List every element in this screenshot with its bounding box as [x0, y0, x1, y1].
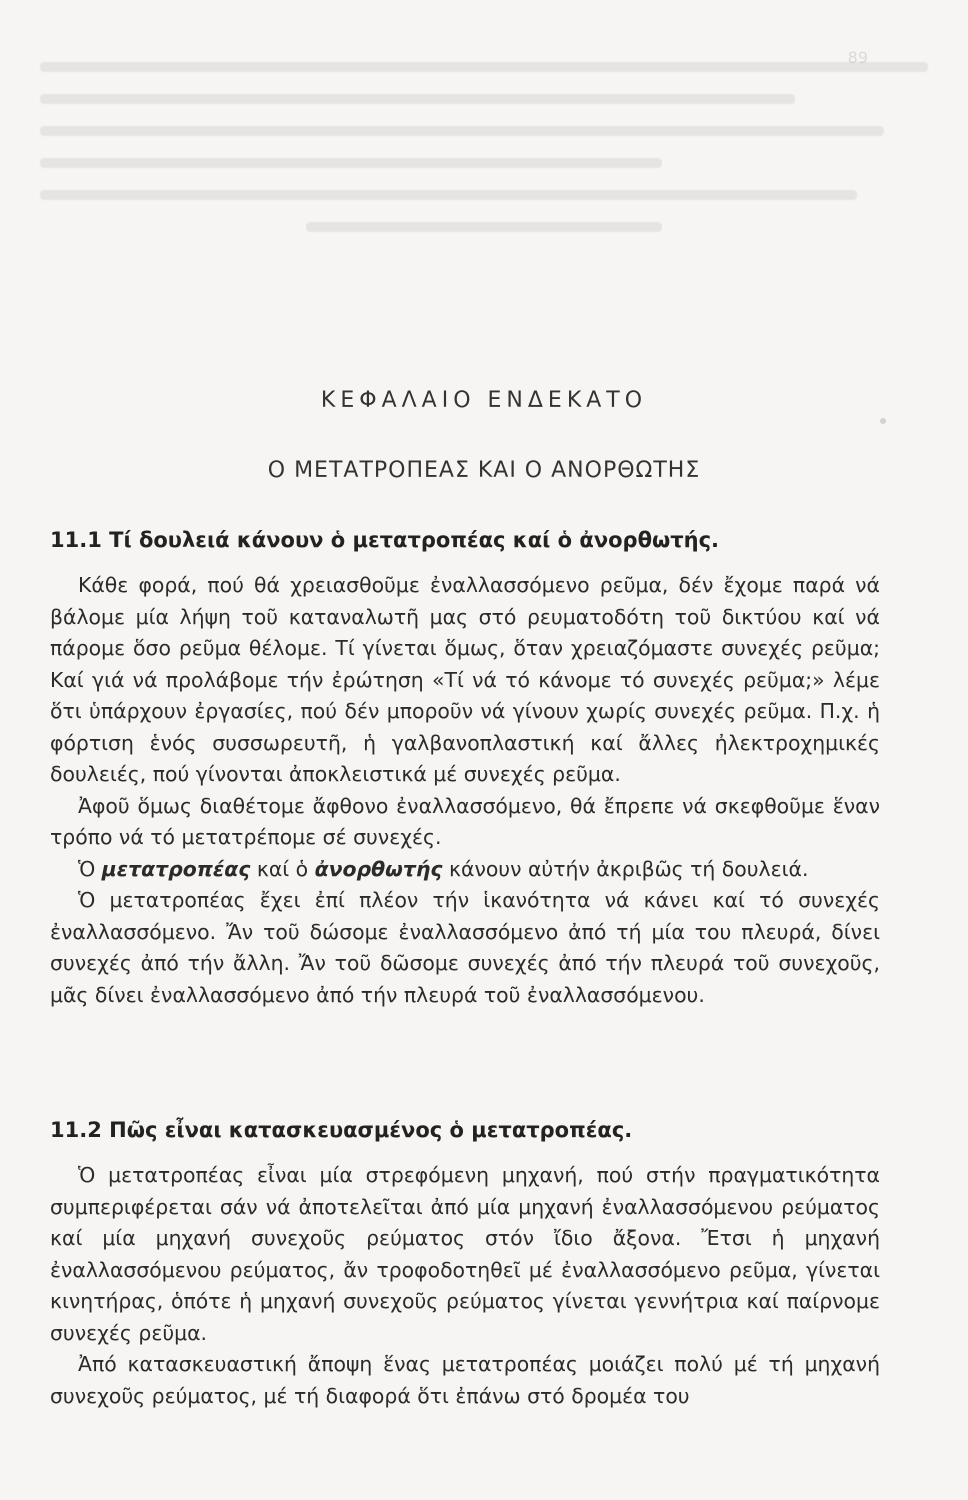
- paragraph: Ὁ μετατροπέας εἶναι μία στρεφόμενη μηχανή, πού στήν πραγματικότητα συμπεριφέρεται σάν νά ἀποτελεῖται ἀπό μία μηχανή ἐναλλασσόμενου ρεύματος καί μία μηχανή συνεχοῦς ρεύματος στόν ἴδιο ἄξονα. Ἔτσι ἡ μηχανή ἐναλλασσόμενου ρεύματος, ἄν τροφοδοτηθεῖ μέ ἐναλλασσόμενο ρεῦμα, γίνεται κινητήρας, ὁπότε ἡ μηχανή συνεχοῦς ρεύματος γίνεται γεννήτρια καί παίρνομε συνεχές ρεῦμα.: [50, 1163, 880, 1345]
- section-11-1: [50, 528, 880, 1011]
- text-fragment: κάνουν αὐτήν ἀκριβῶς τή δουλειά.: [442, 856, 809, 881]
- paragraph-with-terms: [50, 854, 880, 886]
- paragraph: Ὁ μετατροπέας ἔχει ἐπί πλέον τήν ἱκανότητα νά κάνει καί τό συνεχές ἐναλλασσόμενο. Ἄν τοῦ δώσομε ἐναλλασσόμενο ἀπό τή μία του πλευρά, δίνει συνεχές ἀπό τήν ἄλλη. Ἄν τοῦ δῶσομε συνεχές ἀπό τήν πλευρά τοῦ συνεχοῦς, μᾶς δίνει ἐναλλασσόμενο ἀπό τήν πλευρά τοῦ ἐναλλασσόμενου.: [50, 888, 880, 1007]
- text-fragment: Ὁ: [78, 856, 102, 881]
- section-heading: 11.1 Τί δουλειά κάνουν ὁ μετατροπέας καί ὁ ἀνορθωτής.: [50, 528, 720, 552]
- ink-speck: [880, 418, 886, 424]
- term-converter: μετατροπέας: [101, 856, 251, 881]
- paragraph: Κάθε φορά, πού θά χρειασθοῦμε ἐναλλασσόμενο ρεῦμα, δέν ἔχομε παρά νά βάλομε μία λήψη τοῦ καταναλωτῆ μας στό ρευματοδότη τοῦ δικτύου καί νά πάρομε ὅσο ρεῦμα θέλομε. Τί γίνεται ὅμως, ὅταν χρειαζόμαστε συνεχές ρεῦμα; Καί γιά νά προλάβομε τήν ἐρώτηση «Τί νά τό κάνομε τό συνεχές ρεῦμα;» λέμε ὅτι ὑπάρχουν ἐργασίες, πού δέν μποροῦν νά γίνουν χωρίς συνεχές ρεῦμα. Π.χ. ἡ φόρτιση ἑνός συσσωρευτῆ, ἡ γαλβανοπλαστική καί ἄλλες ἠλεκτροχημικές δουλειές, πού γίνονται ἀποκλειστικά μέ συνεχές ρεῦμα.: [50, 573, 880, 786]
- section-heading: 11.2 Πῶς εἶναι κατασκευασμένος ὁ μετατροπέας.: [50, 1118, 633, 1142]
- section-11-2: [50, 1118, 880, 1412]
- chapter-title: Ο ΜΕΤΑΤΡΟΠΕΑΣ ΚΑΙ Ο ΑΝΟΡΘΩΤΗΣ: [267, 458, 701, 483]
- page-number: 89: [847, 48, 868, 67]
- term-rectifier: ἀνορθωτής: [314, 856, 443, 881]
- paragraph: Ἀπό κατασκευαστική ἄποψη ἕνας μετατροπέας μοιάζει πολύ μέ τή μηχανή συνεχοῦς ρεύματος, μέ τή διαφορά ὅτι ἐπάνω στό δρομέα του: [50, 1352, 880, 1408]
- chapter-label: ΚΕΦΑΛΑΙΟ ΕΝΔΕΚΑΤΟ: [320, 388, 648, 413]
- paragraph: Ἀφοῦ ὅμως διαθέτομε ἄφθονο ἐναλλασσόμενο, θά ἔπρεπε νά σκεφθοῦμε ἕναν τρόπο νά τό μετατρέπομε σέ συνεχές.: [50, 793, 880, 849]
- text-fragment: καί ὁ: [250, 856, 315, 881]
